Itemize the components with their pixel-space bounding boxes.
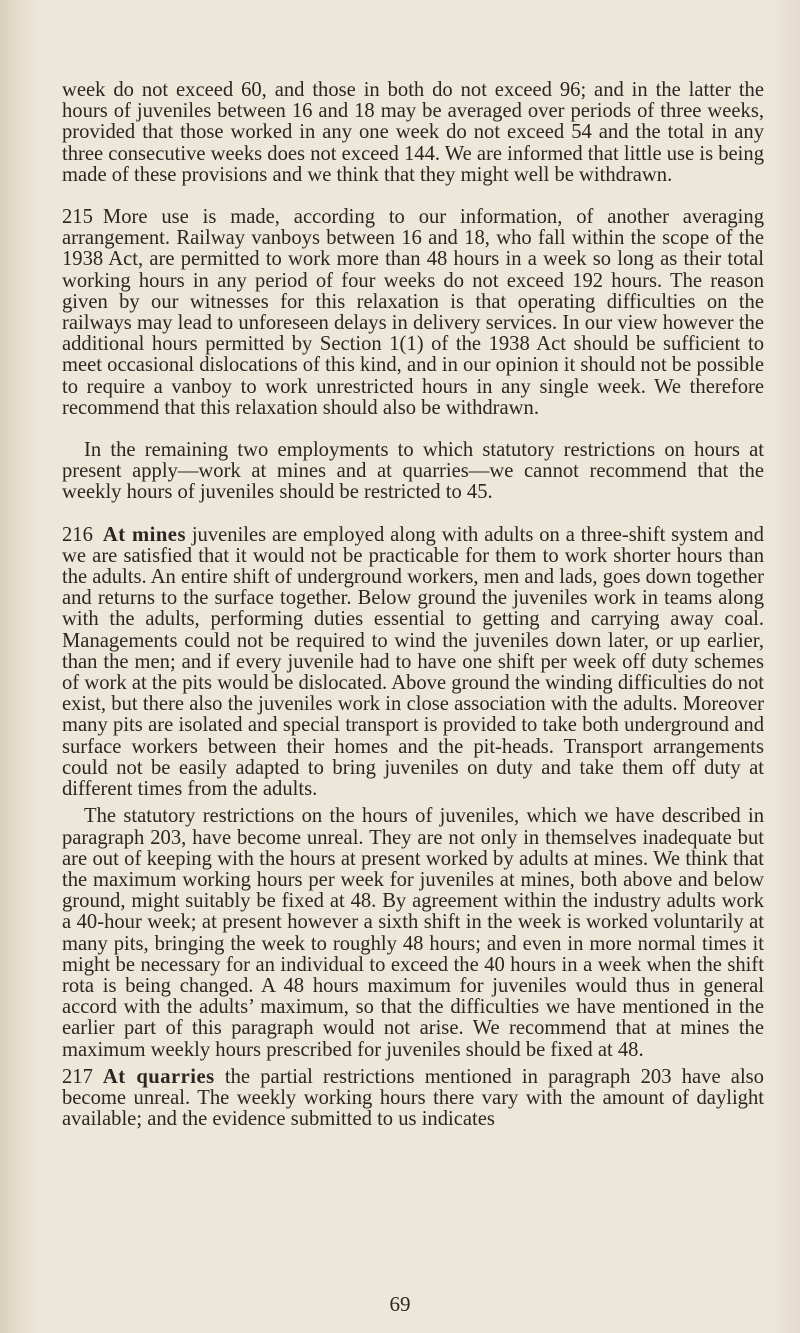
paragraph-text: week do not exceed 60, and those in both do not exceed 96; and in the latter the hours of juveniles between 16 and 18 may be averaged over periods of three weeks, provided that those worked in any one week do not exceed 54 and the total in any three consecutive weeks does not exceed 144. We are informed that little use is being made of these provisions and we think that they might well be withdrawn. bbox=[62, 79, 764, 186]
paragraph-217 bbox=[62, 1067, 764, 1131]
paragraph-text: The statutory restrictions on the hours of juveniles, which we have described in paragraph 203, have become unreal. They are not only in themselves inadequate but are out of keeping with the hours at present worked by adults at mines. We think that the maximum working hours per week for juveniles at mines, both above and below ground, might suitably be fixed at 48. By agreement within the industry adults work a 40-hour week; at present however a sixth shift in the week is worked voluntarily at many pits, bringing the week to roughly 48 hours; and even in more normal times it might be necessary for an individual to exceed the 40 hours in a week when the shift rota is being changed. A 48 hours maximum for juveniles would thus in general accord with the adults’ maximum, so that the difficulties we have mentioned in the earlier part of this paragraph would not arise. We recommend that at mines the maximum weekly hours prescribed for juveniles should be fixed at 48. bbox=[62, 805, 764, 1061]
paragraph-215 bbox=[62, 207, 764, 419]
page-left-edge bbox=[0, 0, 38, 1333]
paragraph-lead: At mines bbox=[102, 523, 186, 546]
paragraph-216 bbox=[62, 525, 764, 801]
paragraph-text: In the remaining two employments to which statutory restrictions on hours at present apply—work at mines and at quarries—we cannot recommend that the weekly hours of juveniles should be restricted to 45. bbox=[62, 439, 764, 504]
document-body bbox=[62, 80, 764, 1151]
page-number: 69 bbox=[389, 1292, 411, 1316]
paragraph-text: juveniles are employed along with adults on a three-shift system and we are satisfied that it would not be practicable for them to work shorter hours than the adults. An entire shift of underground workers, men and lads, goes down together and returns to the surface together. Below ground the juveniles work in teams along with the adults, performing duties essential to getting and carrying away coal. Managements could not be required to wind the juveniles down later, or up earlier, than the men; and if every juvenile had to have one shift per week off duty schemes of work at the pits would be dislocated. Above ground the winding difficulties do not exist, but there also the juveniles work in close association with the adults. Moreover many pits are isolated and special transport is provided to take both underground and surface workers between their homes and the pit-heads. Transport arrangements could not be easily adapted to bring juveniles on duty and take them off duty at different times from the adults. bbox=[62, 523, 764, 801]
paragraph-number: 216 bbox=[62, 523, 93, 546]
page-right-edge bbox=[770, 0, 800, 1333]
paragraph-number: 215 bbox=[62, 206, 93, 229]
paragraph-text: the partial restrictions mentioned in paragraph 203 have also become unreal. The weekly working hours there vary with the amount of daylight available; and the evidence submitted to us indicates bbox=[62, 1065, 764, 1131]
paragraph-text: More use is made, according to our information, of another averaging arrangement. Railway vanboys between 16 and 18, who fall within the scope of the 1938 Act, are permitted to work more than 48 hours in a week so long as their total working hours in any period of four weeks do not exceed 192 hours. The reason given by our witnesses for this relaxation is that operating difficulties on the railways may lead to unforeseen delays in delivery services. In our view however the additional hours permitted by Section 1(1) of the 1938 Act should be sufficient to meet occasional dislocations of this kind, and in our opinion it should not be possible to require a vanboy to work unrestricted hours in any single week. We therefore recommend that this relaxation should also be withdrawn. bbox=[62, 206, 764, 419]
paragraph-continuation bbox=[62, 80, 764, 186]
paragraph-remaining-employments bbox=[62, 440, 764, 504]
paragraph-lead: At quarries bbox=[102, 1065, 215, 1088]
paragraph-number: 217 bbox=[62, 1065, 93, 1088]
paragraph-statutory-restrictions bbox=[62, 806, 764, 1060]
